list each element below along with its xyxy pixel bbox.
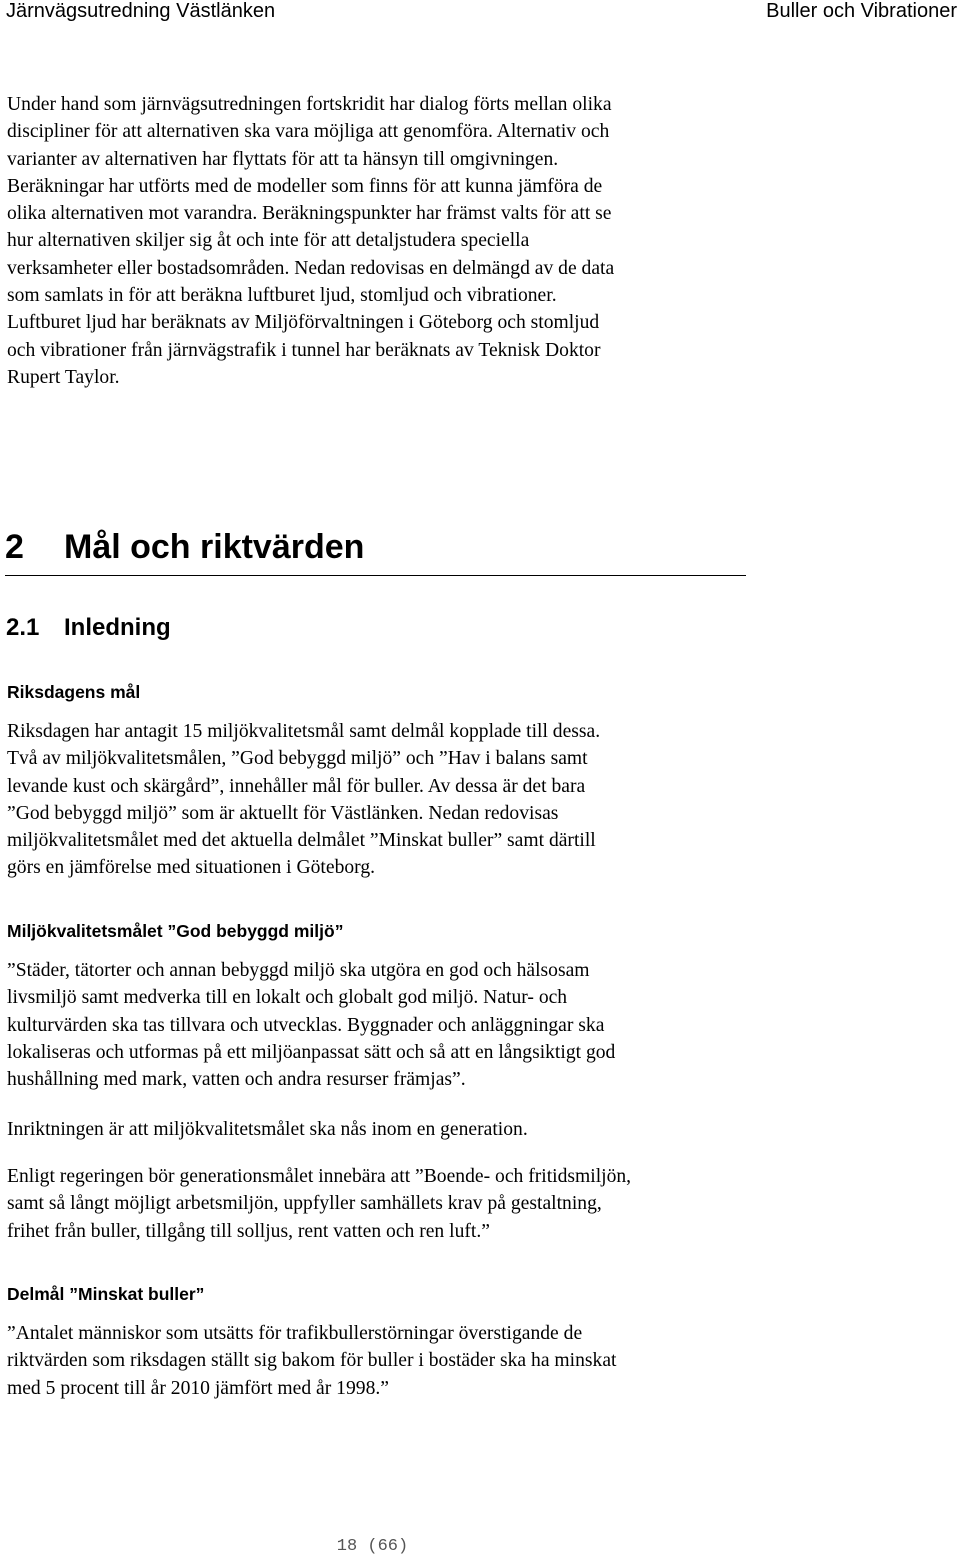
text-line: Enligt regeringen bör generationsmålet innebära att ”Boende- och fritidsmiljön, [7, 1166, 632, 1187]
text-line: görs en jämförelse med situationen i Göteborg. [7, 857, 376, 879]
section-number: 2.1 [6, 614, 40, 641]
text-line: Luftburet ljud har beräknats av Miljöförvaltningen i Göteborg och stomljud [7, 312, 600, 334]
text-line: discipliner för att alternativen ska vara möjliga att genomföra. Alternativ och [7, 121, 610, 143]
inriktning-paragraph [7, 1116, 528, 1143]
text-line: med 5 procent till år 2010 jämfört med år 1998.” [7, 1377, 389, 1399]
document-title: Järnvägsutredning Västlänken [6, 0, 276, 22]
riksdagens-heading: Riksdagens mål [7, 682, 141, 702]
section-title: Inledning [64, 614, 171, 641]
text-line: Inriktningen är att miljökvalitetsmålet ska nås inom en generation. [7, 1119, 528, 1140]
text-line: levande kust och skärgård”, innehåller mål för buller. Av dessa är det bara [7, 775, 586, 797]
document-subject: Buller och Vibrationer [766, 0, 957, 22]
riksdagens-paragraph [7, 718, 600, 882]
text-line: kulturvärden ska tas tillvara och utvecklas. Byggnader och anläggningar ska [7, 1014, 605, 1036]
section-heading [6, 612, 171, 644]
god-bebyggd-quote [7, 957, 615, 1093]
delmal-quote [7, 1320, 616, 1402]
text-line: frihet från buller, tillgång till solljus, rent vatten och ren luft.” [7, 1220, 490, 1242]
chapter-heading [5, 524, 364, 570]
text-line: och vibrationer från järnvägstrafik i tunnel har beräknats av Teknisk Doktor [7, 339, 601, 361]
text-line: Riksdagen har antagit 15 miljökvalitetsmål samt delmål kopplade till dessa. [7, 721, 601, 742]
text-line: Under hand som järnvägsutredningen fortskridit har dialog förts mellan olika [7, 94, 612, 115]
text-line: Beräkningar har utförts med de modeller som finns för att kunna jämföra de [7, 175, 603, 197]
intro-paragraph [7, 91, 614, 391]
text-line: Två av miljökvalitetsmålen, ”God bebyggd miljö” och ”Hav i balans samt [7, 748, 588, 770]
text-line: riktvärden som riksdagen ställt sig bakom för buller i bostäder ska ha minskat [7, 1350, 617, 1372]
text-line: hur alternativen skiljer sig åt och inte för att detaljstudera speciella [7, 230, 530, 252]
chapter-divider [5, 575, 746, 576]
chapter-title: Mål och riktvärden [64, 528, 365, 566]
text-line: olika alternativen mot varandra. Beräkningspunkter har främst valts för att se [7, 203, 612, 225]
text-line: livsmiljö samt medverka till en lokalt och globalt god miljö. Natur- och [7, 987, 568, 1009]
text-line: ”Städer, tätorter och annan bebyggd miljö ska utgöra en god och hälsosam [7, 960, 590, 981]
text-line: varianter av alternativen har flyttats för att ta hänsyn till omgivningen. [7, 148, 559, 170]
text-line: som samlats in för att beräkna luftburet ljud, stomljud och vibrationer. [7, 285, 557, 307]
text-line: miljökvalitetsmålet med det aktuella delmålet ”Minskat buller” samt därtill [7, 830, 596, 852]
text-line: ”Antalet människor som utsätts för trafikbullerstörningar överstigande de [7, 1323, 583, 1344]
enligt-paragraph [7, 1163, 631, 1245]
text-line: hushållning med mark, vatten och andra resurser främjas”. [7, 1069, 466, 1091]
page-header [0, 0, 960, 30]
text-line: verksamheter eller bostadsområden. Nedan redovisas en delmängd av de data [7, 257, 615, 279]
page-number: 18 (66) [336, 1537, 409, 1556]
text-line: samt så långt möjligt arbetsmiljön, uppfyller samhällets krav på gestaltning, [7, 1193, 602, 1215]
delmal-heading: Delmål ”Minskat buller” [7, 1284, 205, 1304]
chapter-number: 2 [5, 528, 24, 566]
text-line: lokaliseras och utformas på ett miljöanpassat sätt och så att en långsiktigt god [7, 1041, 616, 1063]
god-bebyggd-heading: Miljökvalitetsmålet ”God bebyggd miljö” [7, 921, 344, 941]
text-line: ”God bebyggd miljö” som är aktuellt för Västlänken. Nedan redovisas [7, 802, 559, 824]
text-line: Rupert Taylor. [7, 366, 120, 388]
